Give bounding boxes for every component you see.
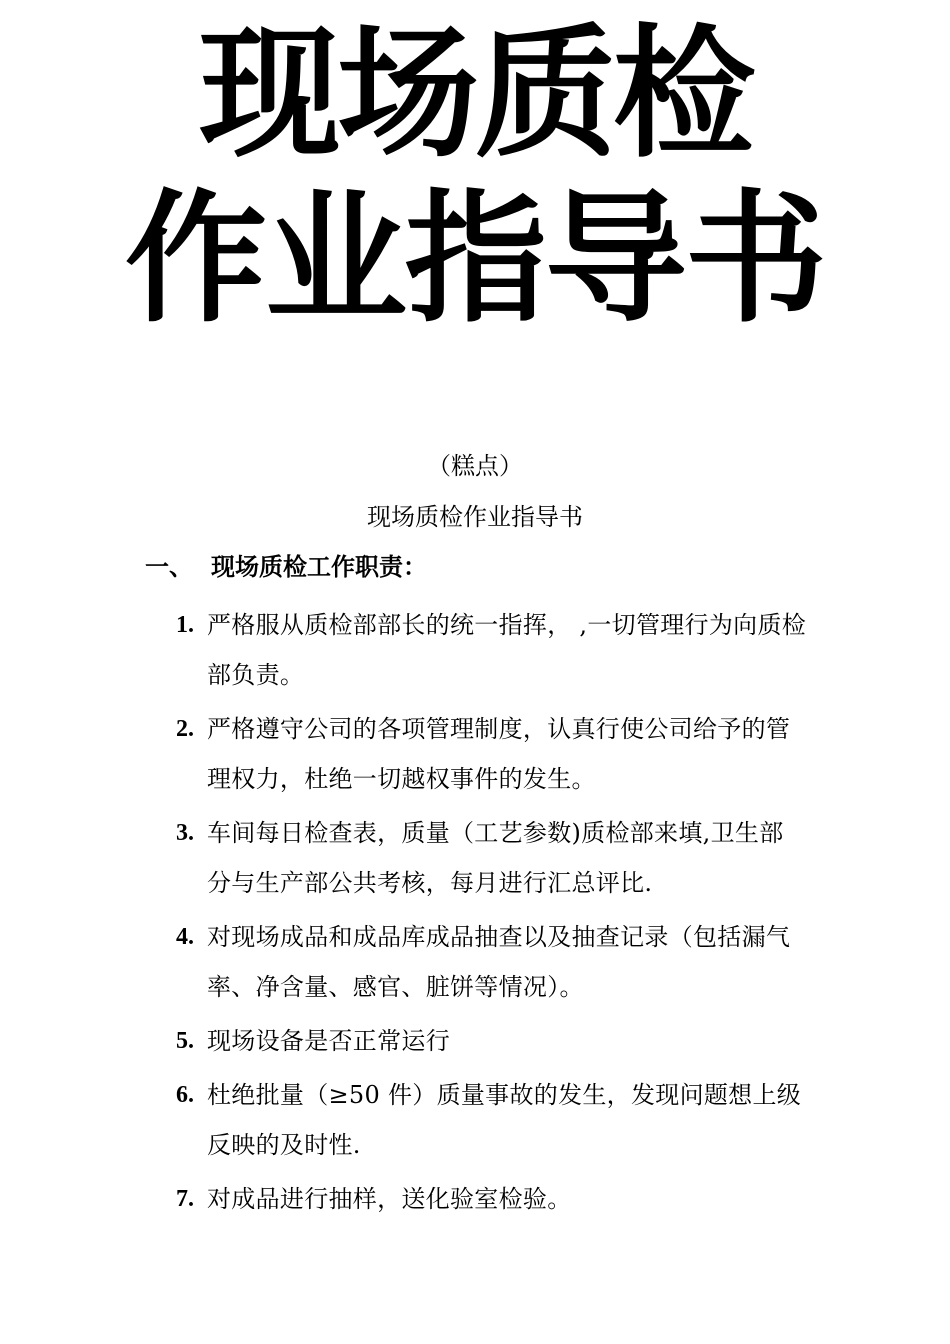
main-title-line-1: 现场质检 — [199, 12, 751, 177]
item-number: 7. — [176, 1186, 194, 1212]
document-subtitle: 现场质检作业指导书 — [367, 503, 583, 531]
item-number: 3. — [176, 820, 194, 846]
list-item — [176, 808, 816, 908]
item-text: 严格服从质检部部长的统一指挥， ,一切管理行为向质检部负责。 — [207, 611, 807, 689]
item-number: 6. — [176, 1082, 194, 1108]
list-item — [176, 704, 816, 804]
list-item — [176, 912, 816, 1012]
item-number: 4. — [176, 924, 194, 950]
item-text: 车间每日检查表，质量（工艺参数)质检部来填,卫生部分与生产部公共考核，每月进行汇总评比. — [207, 819, 784, 897]
item-text: 现场设备是否正常运行 — [207, 1027, 450, 1055]
list-item — [176, 1070, 816, 1170]
duty-list — [176, 600, 816, 1228]
section-heading — [145, 551, 427, 583]
item-number: 2. — [176, 716, 194, 742]
list-item — [176, 1016, 816, 1066]
main-title-line-2: 作业指导书 — [125, 177, 825, 342]
item-text: 对成品进行抽样，送化验室检验。 — [207, 1185, 572, 1213]
item-text: 严格遵守公司的各项管理制度，认真行使公司给予的管理权力，杜绝一切越权事件的发生。 — [207, 715, 791, 793]
item-number: 5. — [176, 1028, 194, 1054]
item-number: 1. — [176, 612, 194, 638]
list-item — [176, 600, 816, 700]
item-text: 对现场成品和成品库成品抽查以及抽查记录（包括漏气率、净含量、感官、脏饼等情况）。 — [207, 923, 791, 1001]
list-item — [176, 1174, 816, 1224]
item-text: 杜绝批量（≥50 件）质量事故的发生，发现问题想上级反映的及时性. — [207, 1081, 802, 1159]
product-category: （糕点） — [427, 452, 523, 480]
section-number: 一、 — [145, 552, 193, 581]
section-title: 现场质检工作职责： — [211, 552, 427, 581]
